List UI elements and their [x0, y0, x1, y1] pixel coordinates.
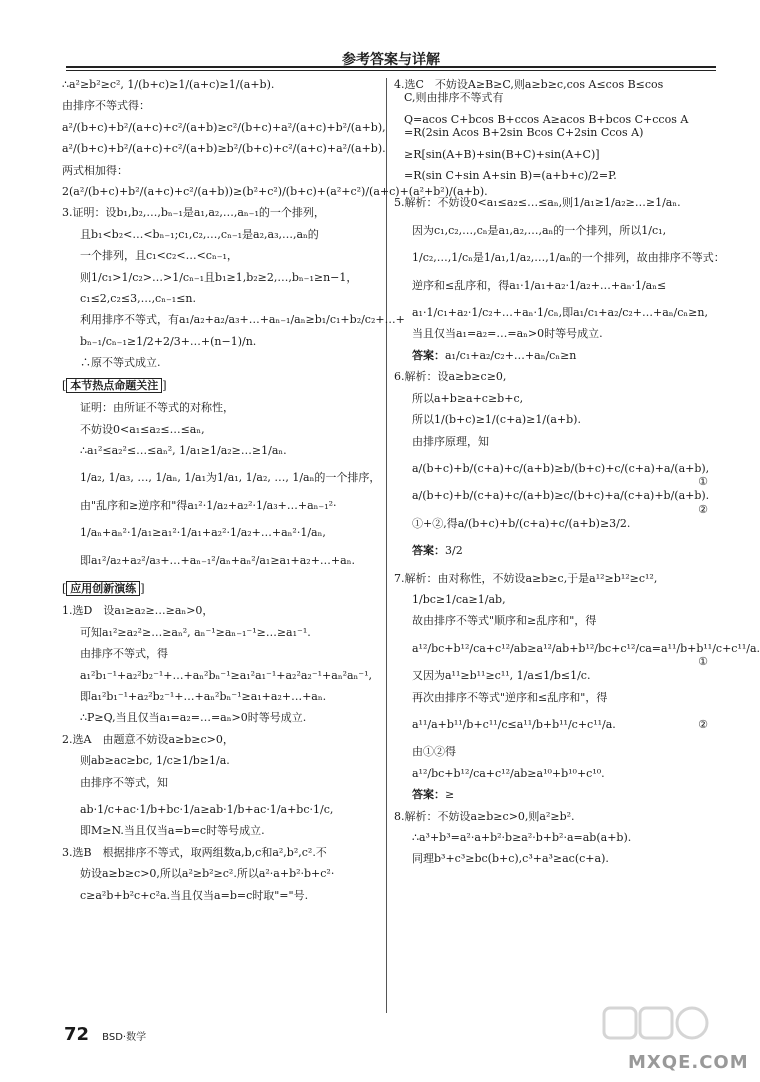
text-line: 可知a₁²≥a₂²≥…≥aₙ², aₙ⁻¹≥aₙ₋₁⁻¹≥…≥a₁⁻¹.: [80, 625, 311, 639]
text-line: 1/a₂, 1/a₃, …, 1/aₙ, 1/a₁为1/a₁, 1/a₂, …, 1/aₙ的一个排序，: [80, 471, 381, 485]
header-rule-thin: [66, 70, 716, 71]
text-line: 2(a²/(b+c)+b²/(a+c)+c²/(a+b))≥(b²+c²)/(b+c)+(a²+c²)/(a+c)+(a²+b²)/(a+b).: [62, 185, 488, 199]
answer-line: [394, 349, 716, 362]
equation-marker: ①: [698, 475, 708, 489]
equation: a¹²/bc+b¹²/ca+c¹²/ab≥a¹²/ab+b¹²/bc+c¹²/ca=a¹¹/b+b¹¹/c+c¹¹/a.: [412, 641, 760, 655]
answer-label: 答案：: [412, 788, 445, 802]
equation-line: [394, 641, 760, 669]
text-line: 6.解析：设a≥b≥c≥0,: [394, 370, 507, 384]
answer-value: ≥: [445, 788, 455, 802]
text-line: 5.解析：不妨设0<a₁≤a₂≤…≤aₙ,则1/a₁≥1/a₂≥…≥1/aₙ.: [394, 196, 681, 210]
text-line: 所以1/(b+c)≥1/(c+a)≥1/(a+b).: [412, 413, 581, 427]
text-line: 1/c₂,…,1/cₙ是1/a₁,1/a₂,…,1/aₙ的一个排列，故由排序不等式：: [412, 251, 725, 265]
text-line: 由排序不等式得：: [62, 99, 150, 113]
equation-line: [394, 718, 716, 731]
equation-marker: ①: [698, 655, 708, 669]
text-line: 3.选B 根据排序不等式，取两组数a,b,c和a²,b²,c².不: [62, 845, 327, 859]
text-line: 因为c₁,c₂,…,cₙ是a₁,a₂,…,aₙ的一个排列，所以1/c₁,: [412, 223, 667, 237]
answer-label: 答案：: [412, 348, 445, 362]
text-line: 由排序不等式，得: [80, 647, 168, 661]
text-line: 1/bc≥1/ca≥1/ab,: [412, 592, 506, 606]
text-line: 逆序和≤乱序和，得a₁·1/a₁+a₂·1/a₂+…+aₙ·1/aₙ≤: [412, 278, 667, 292]
text-line: c₁≤2,c₂≤3,…,cₙ₋₁≤n.: [80, 292, 196, 306]
text-line: 由"乱序和≥逆序和"得a₁²·1/a₂+a₂²·1/a₃+…+aₙ₋₁²·: [80, 498, 337, 512]
equation: a¹¹/a+b¹¹/b+c¹¹/c≤a¹¹/b+b¹¹/c+c¹¹/a.: [412, 717, 616, 731]
right-column: [394, 78, 760, 866]
text-line: 即M≥N.当且仅当a=b=c时等号成立.: [80, 824, 265, 838]
equation-marker: ②: [698, 502, 708, 516]
equation-line: [394, 489, 716, 516]
header-rule-thick: [66, 66, 716, 68]
page-number: 72: [64, 1024, 90, 1045]
text-line: ∴a²≥b²≥c², 1/(b+c)≥1/(a+c)≥1/(a+b).: [62, 78, 275, 91]
text-line: ∴P≥Q,当且仅当a₁=a₂=…=aₙ>0时等号成立.: [80, 711, 307, 725]
answer-label: 答案：: [412, 544, 445, 558]
answer-value: 3/2: [445, 544, 463, 558]
text-line: 故由排序不等式"顺序和≥乱序和"，得: [412, 614, 597, 628]
text-line: 由排序原理，知: [412, 434, 489, 448]
text-line: 所以a+b≥a+c≥b+c,: [412, 391, 524, 405]
text-line: 1/aₙ+aₙ²·1/a₁≥a₁²·1/a₁+a₂²·1/a₂+…+aₙ²·1/aₙ,: [80, 526, 326, 540]
text-line: ∴a₁²≤a₂²≤…≤aₙ², 1/a₁≥1/a₂≥…≥1/aₙ.: [80, 443, 287, 457]
page-footer: [64, 1024, 146, 1045]
text-line: a₁²b₁⁻¹+a₂²b₂⁻¹+…+aₙ²bₙ⁻¹≥a₁²a₁⁻¹+a₂²a₂⁻¹+aₙ²aₙ⁻¹,: [80, 668, 373, 682]
text-line: a²/(b+c)+b²/(a+c)+c²/(a+b)≥b²/(b+c)+c²/(a+c)+a²/(a+b).: [62, 142, 386, 156]
text-line: a¹²/bc+b¹²/ca+c¹²/ab≥a¹⁰+b¹⁰+c¹⁰.: [412, 766, 605, 780]
text-line: a₁·1/c₁+a₂·1/c₂+…+aₙ·1/cₙ,即a₁/c₁+a₂/c₂+…+aₙ/cₙ≥n,: [412, 306, 708, 320]
equation: a/(b+c)+b/(c+a)+c/(a+b)≥c/(b+c)+a/(c+a)+b/(a+b).: [412, 489, 710, 503]
text-line: 即a₁²/a₂+a₂²/a₃+…+aₙ₋₁²/aₙ+aₙ²/a₁≥a₁+a₂+…+aₙ.: [80, 553, 355, 567]
text-line: 一个排列，且c₁<c₂<…<cₙ₋₁，: [80, 249, 238, 263]
footer-text: BSD·数学: [102, 1032, 147, 1043]
answer-line: [394, 544, 716, 557]
text-line: ab·1/c+ac·1/b+bc·1/a≥ab·1/b+ac·1/a+bc·1/c,: [80, 803, 334, 816]
text-line: =R(sin C+sin A+sin B)=(a+b+c)/2=P.: [404, 169, 617, 183]
text-line: 又因为a¹¹≥b¹¹≥c¹¹, 1/a≤1/b≤1/c.: [412, 669, 591, 683]
text-line: c≥a²b+b²c+c²a.当且仅当a=b=c时取"="号.: [80, 888, 309, 902]
text-line: 妨设a≥b≥c>0,所以a²≥b²≥c².所以a²·a+b²·b+c²·: [80, 867, 335, 881]
text-line: 由①②得: [412, 745, 456, 759]
equation: a/(b+c)+b/(c+a)+c/(a+b)≥b/(b+c)+c/(c+a)+a/(a+b),: [412, 461, 710, 475]
text-line: 则ab≥ac≥bc, 1/c≥1/b≥1/a.: [80, 754, 230, 768]
text-line: 3.证明：设b₁,b₂,…,bₙ₋₁是a₁,a₂,…,aₙ₋₁的一个排列，: [62, 206, 325, 220]
text-line: =R(2sin Acos B+2sin Bcos C+2sin Ccos A): [404, 126, 644, 140]
section-title: 本节热点命题关注: [66, 378, 162, 393]
text-line: 7.解析：由对称性，不妨设a≥b≥c,于是a¹²≥b¹²≥c¹²,: [394, 571, 658, 585]
text-line: 由排序不等式，知: [80, 775, 168, 789]
text-line: 不妨设0<a₁≤a₂≤…≤aₙ,: [80, 422, 205, 436]
text-line: 利用排序不等式，有a₁/a₂+a₂/a₃+…+aₙ₋₁/aₙ≥b₁/c₁+b₂/c₂+…+: [80, 313, 405, 327]
text-line: 且b₁<b₂<…<bₙ₋₁;c₁,c₂,…,cₙ₋₁是a₂,a₃,…,aₙ的: [80, 227, 319, 241]
text-line: ∴a³+b³=a²·a+b²·b≥a²·b+b²·a=ab(a+b).: [412, 831, 632, 844]
text-line: ①+②,得a/(b+c)+b/(c+a)+c/(a+b)≥3/2.: [412, 516, 631, 530]
text-line: C,则由排序不等式有: [404, 91, 504, 105]
text-line: 两式相加得：: [62, 163, 128, 177]
section-heading: [ 应用创新演练 ]: [62, 581, 145, 595]
text-line: 再次由排序不等式"逆序和≤乱序和"，得: [412, 690, 608, 704]
text-line: a²/(b+c)+b²/(a+c)+c²/(a+b)≥c²/(b+c)+a²/(a+c)+b²/(a+b),: [62, 120, 386, 134]
text-line: 8.解析：不妨设a≥b≥c>0,则a²≥b².: [394, 809, 575, 823]
text-line: Q=acos C+bcos B+ccos A≥acos B+bcos C+ccos A: [404, 112, 689, 126]
answer-value: a₁/c₁+a₂/c₂+…+aₙ/cₙ≥n: [445, 348, 577, 362]
text-line: 当且仅当a₁=a₂=…=aₙ>0时等号成立.: [412, 327, 603, 341]
answer-line: [394, 788, 716, 801]
text-line: 1.选D 设a₁≥a₂≥…≥aₙ>0，: [62, 604, 214, 618]
text-line: ∴原不等式成立.: [80, 356, 161, 370]
watermark-text: MXQE.COM: [628, 1052, 749, 1073]
text-line: 证明：由所证不等式的对称性，: [80, 401, 234, 415]
text-line: ≥R[sin(A+B)+sin(B+C)+sin(A+C)]: [404, 147, 600, 161]
section-heading: [ 本节热点命题关注 ]: [62, 378, 167, 392]
page-header: 参考答案与详解: [342, 52, 440, 68]
text-line: 4.选C 不妨设A≥B≥C,则a≥b≥c,cos A≤cos B≤cos: [394, 78, 664, 91]
section-title: 应用创新演练: [66, 581, 140, 596]
text-line: 同理b³+c³≥bc(b+c),c³+a³≥ac(c+a).: [412, 852, 609, 866]
equation-line: [394, 461, 716, 489]
text-line: 即a₁²b₁⁻¹+a₂²b₂⁻¹+…+aₙ²bₙ⁻¹≥a₁+a₂+…+aₙ.: [80, 689, 327, 703]
text-line: 则1/c₁>1/c₂>…>1/cₙ₋₁且b₁≥1,b₂≥2,…,bₙ₋₁≥n−1，: [80, 270, 358, 284]
equation-marker: ②: [698, 717, 708, 731]
column-divider: [386, 78, 387, 1013]
text-line: bₙ₋₁/cₙ₋₁≥1/2+2/3+…+(n−1)/n.: [80, 334, 257, 348]
text-line: 2.选A 由题意不妨设a≥b≥c>0，: [62, 732, 234, 746]
